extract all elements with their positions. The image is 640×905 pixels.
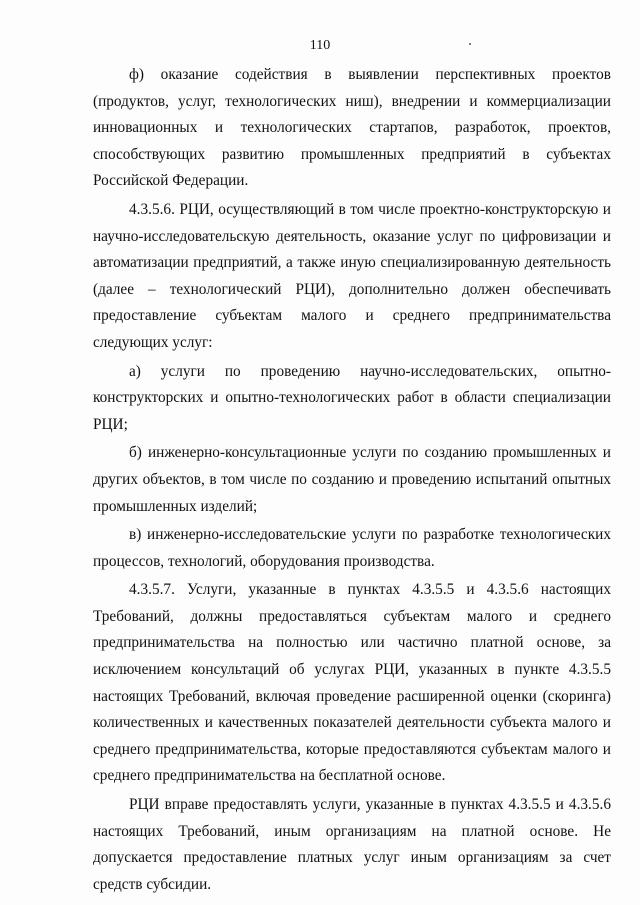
paragraph-4-3-5-6: 4.3.5.6. РЦИ, осуществляющий в том числе проектно-конструкторскую и научно-исследовательскую деятельность, оказание услуг по цифровизации и автоматизации предприятий, а также иную специализированную деятельность (далее – технологический РЦИ), дополнительно должен обеспечивать предоставление субъектам малого и среднего предпринимательства следующих услуг: <box>93 200 611 351</box>
scan-speck <box>469 43 471 45</box>
paragraph-f-item: ф) оказание содействия в выявлении перспективных проектов (продуктов, услуг, технологических ниш), внедрении и коммерциализации инновационных и технологических стартапов, разработок, проектов, способствующих развитию промышленных предприятий в субъектах Российской Федерации. <box>93 66 611 190</box>
paragraph-4-3-5-7: 4.3.5.7. Услуги, указанные в пунктах 4.3.5.5 и 4.3.5.6 настоящих Требований, должны предоставляться субъектам малого и среднего предпринимательства на полностью или частично платной основе, за исключением консультаций об услугах РЦИ, указанных в пункте 4.3.5.5 настоящих Требований, включая проведение расширенной оценки (скоринга) количественных и качественных показателей деятельности субъекта малого и среднего предпринимательства, которые предоставляются субъектам малого и среднего предпринимательства на бесплатной основе. <box>93 581 611 785</box>
paragraph-rci-rights: РЦИ вправе предоставлять услуги, указанные в пунктах 4.3.5.5 и 4.3.5.6 настоящих Требований, иным организациям на платной основе. Не допускается предоставление платных услуг иным организациям за счет средств субсидии. <box>93 796 611 893</box>
document-text <box>93 62 611 898</box>
paragraph-item-b: б) инженерно-консультационные услуги по созданию промышленных и других объектов, в том числе по созданию и проведению испытаний опытных промышленных изделий; <box>93 444 611 515</box>
paragraph-item-a: а) услуги по проведению научно-исследовательских, опытно-конструкторских и опытно-технологических работ в области специализации РЦИ; <box>93 362 611 433</box>
page-number: 110 <box>309 38 331 53</box>
paragraph-item-v: в) инженерно-исследовательские услуги по разработке технологических процессов, технологий, оборудования производства. <box>93 526 611 570</box>
